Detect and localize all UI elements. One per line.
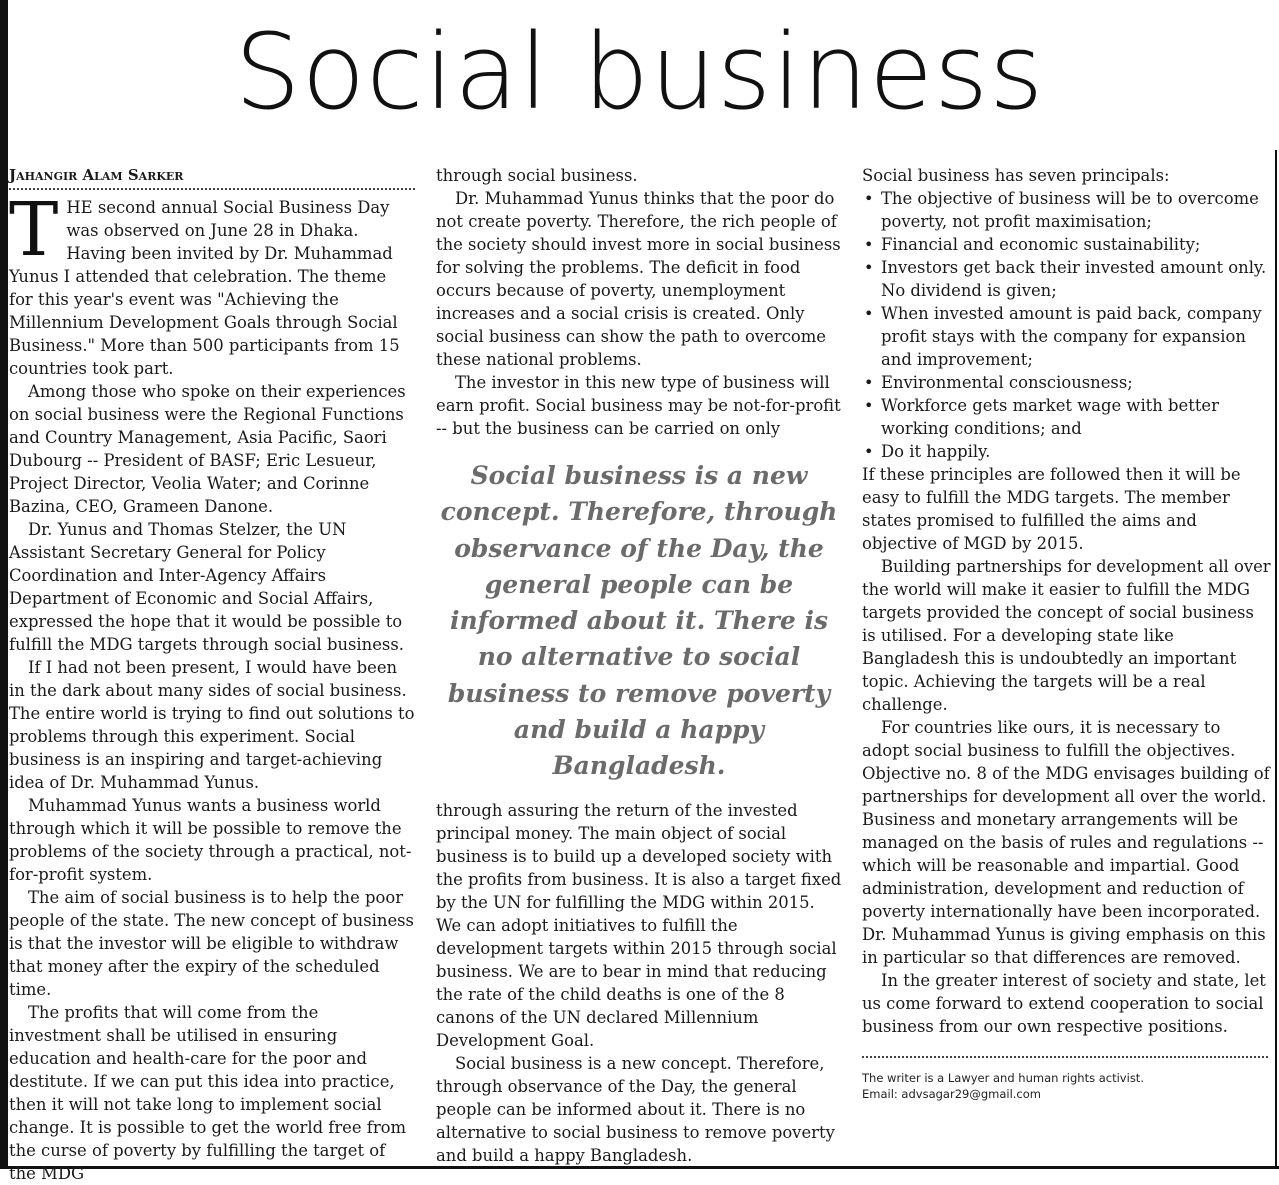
author-bio: The writer is a Lawyer and human rights activist. — [862, 1071, 1144, 1085]
article-column-3 — [862, 164, 1272, 1169]
article-headline: Social business — [234, 11, 1045, 133]
body-paragraph: Social business is a new concept. Therefore, through observance of the Day, the general people can be informed about it. There is no alternative to social business to remove poverty and build a happy Bangladesh. — [436, 1053, 835, 1165]
author-email: Email: advsagar29@gmail.com — [862, 1087, 1041, 1101]
body-paragraph: The aim of social business is to help the poor people of the state. The new concept of business is that the investor will be eligible to withdraw that money after the expiry of the scheduled time. — [9, 888, 414, 999]
body-paragraph: The profits that will come from the investment shall be utilised in ensuring education and health-care for the poor and destitute. If we can put this idea into practice, then it will not take long to implement social change. It is possible to get the world free from the curse of poverty by fulfilling the target of the MDG — [9, 1003, 407, 1183]
continued-text: through social business. — [436, 166, 638, 185]
principles-intro: Social business has seven principals: — [862, 166, 1170, 185]
body-paragraph: Building partnerships for development all over the world will make it easier to fulfill the MDG targets provided the concept of social business is utilised. For a developing state like Bangladesh this is undoubtedly an important topic. Achieving the targets will be a real challenge. — [862, 557, 1271, 714]
body-paragraph: If I had not been present, I would have been in the dark about many sides of social business. The entire world is trying to find out solutions to problems through this experiment. Social business is an inspiring and target-achieving idea of Dr. Muhammad Yunus. — [9, 658, 415, 792]
drop-cap: T — [9, 187, 59, 273]
footer-divider — [862, 1056, 1268, 1058]
body-paragraph: If these principles are followed then it will be easy to fulfill the MDG targets. The member states promised to fulfilled the aims and objective of MGD by 2015. — [862, 465, 1241, 553]
body-paragraph: In the greater interest of society and state, let us come forward to extend cooperation to social business from our own respective positions. — [862, 971, 1266, 1036]
list-item: • Do it happily. — [862, 440, 1272, 463]
body-paragraph: Among those who spoke on their experiences on social business were the Regional Functions and Country Management, Asia Pacific, Saori Dubourg -- President of BASF; Eric Lesueur, Project Director, Veolia Water; and Corinne Bazina, CEO, Grameen Danone. — [9, 382, 406, 516]
list-item: • Financial and economic sustainability; — [862, 233, 1272, 256]
body-paragraph: The investor in this new type of business will earn profit. Social business may be not-for-profit -- but the business can be carried on only — [436, 373, 841, 438]
lead-paragraph-text: HE second annual Social Business Day was observed on June 28 in Dhaka. Having been invited by Dr. Muhammad Yunus I attended that celebration. The theme for this year's event was "Achieving the Millennium Development Goals through Social Business." More than 500 participants from 15 countries took part. — [9, 198, 400, 378]
right-border-rule — [1275, 150, 1277, 1169]
pull-quote: Social business is a new concept. Therefore, through observance of the Day, the general people can be informed about it. There is no alternative to social business to remove poverty and build a happy Bangladesh. — [440, 461, 838, 781]
list-item: • Environmental consciousness; — [862, 371, 1272, 394]
article-column-2 — [436, 164, 842, 1169]
list-item: • When invested amount is paid back, company profit stays with the company for expansion and improvement; — [862, 302, 1272, 371]
body-paragraph: Dr. Yunus and Thomas Stelzer, the UN Assistant Secretary General for Policy Coordination and Inter-Agency Affairs Department of Economic and Social Affairs, expressed the hope that it would be possible to fulfill the MDG targets through social business. — [9, 520, 404, 654]
body-paragraph: Dr. Muhammad Yunus thinks that the poor do not create poverty. Therefore, the rich people of the society should invest more in social business for solving the problems. The deficit in food occurs because of poverty, unemployment increases and a social crisis is created. Only social business can show the path to overcome these national problems. — [436, 189, 841, 369]
list-item: • Investors get back their invested amount only. No dividend is given; — [862, 256, 1272, 302]
list-item: • Workforce gets market wage with better working conditions; and — [862, 394, 1272, 440]
article-column-1 — [9, 164, 415, 1183]
body-paragraph: Muhammad Yunus wants a business world through which it will be possible to remove the problems of the society through a practical, not-for-profit system. — [9, 796, 412, 884]
left-border-rule — [0, 0, 8, 1169]
principles-list — [862, 187, 1272, 463]
author-byline: Jahangir Alam Sarker — [9, 164, 415, 190]
lead-paragraph — [9, 187, 415, 380]
continued-text: through assuring the return of the invested principal money. The main object of social business is to build up a developed society with the profits from business. It is also a target fixed by the UN for fulfilling the MDG within 2015. We can adopt initiatives to fulfill the development targets within 2015 through social business. We are to bear in mind that reducing the rate of the child deaths is one of the 8 canons of the UN declared Millennium Development Goal. — [436, 800, 842, 1050]
body-paragraph: For countries like ours, it is necessary to adopt social business to fulfill the objectives. Objective no. 8 of the MDG envisages building of partnerships for development all over the world. Business and monetary arrangements will be managed on the basis of rules and regulations -- which will be reasonable and impartial. Good administration, development and reduction of poverty internationally have been incorporated. Dr. Muhammad Yunus is giving emphasis on this in particular so that differences are removed. — [862, 718, 1270, 967]
list-item: • The objective of business will be to overcome poverty, not profit maximisation; — [862, 187, 1272, 233]
